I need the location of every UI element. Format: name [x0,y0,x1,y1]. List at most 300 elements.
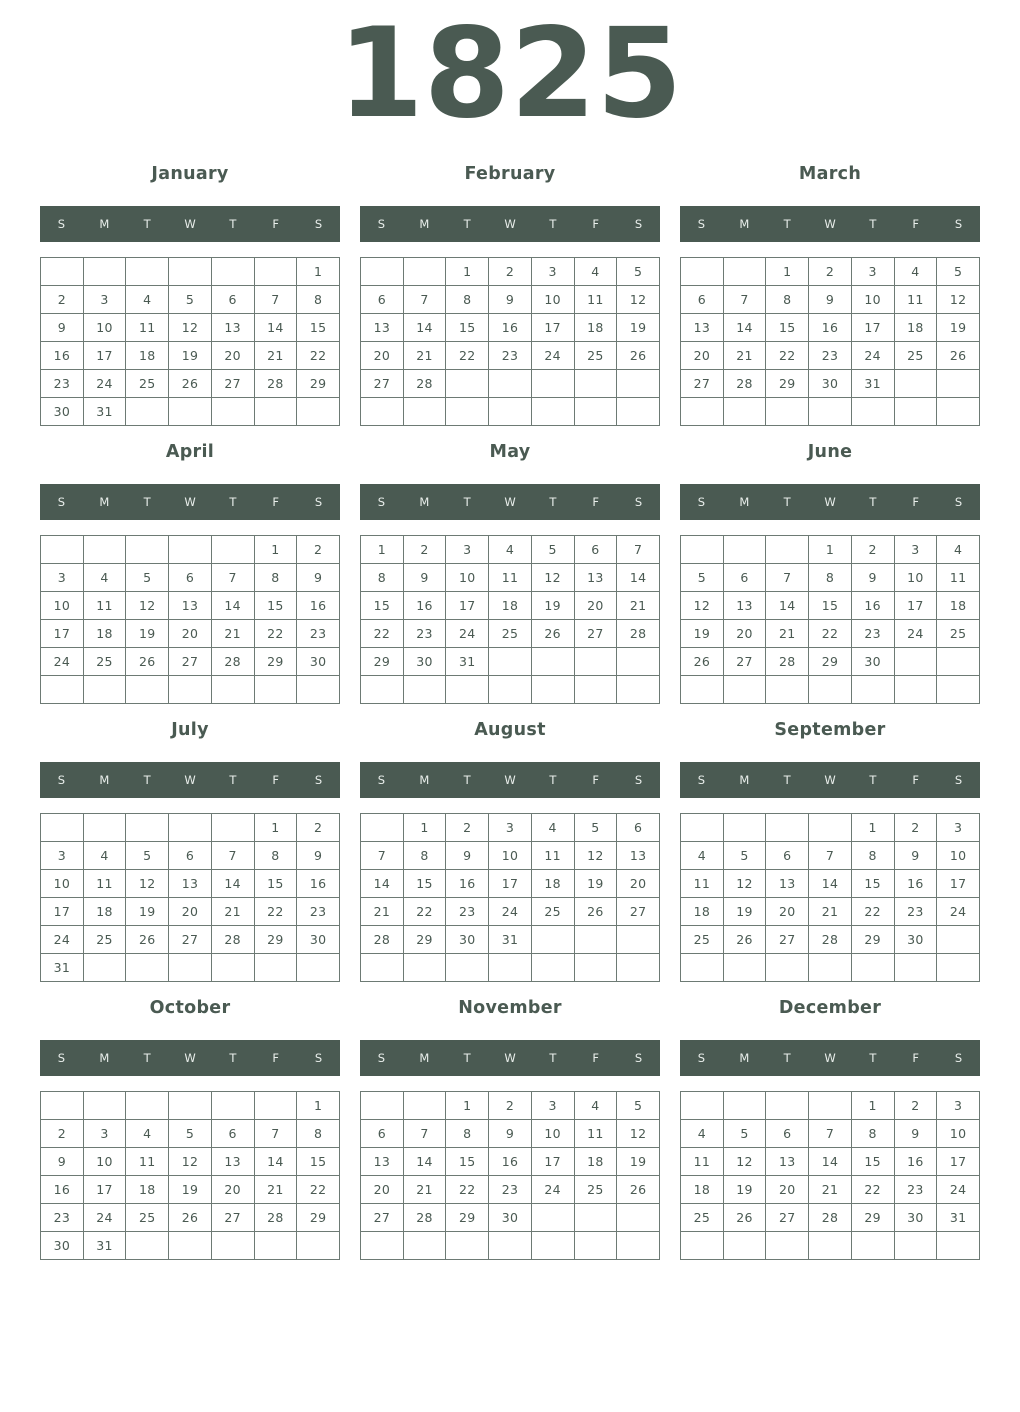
day-cell: 31 [83,398,126,426]
day-cell: 4 [83,842,126,870]
day-cell: 29 [254,648,297,676]
day-cell: 4 [83,564,126,592]
day-cell: 9 [446,842,489,870]
weekday-label: T [463,217,471,231]
day-cell: 10 [937,1120,980,1148]
day-cell: 23 [489,342,532,370]
day-cell: 18 [681,898,724,926]
empty-cell [681,536,724,564]
day-cell: 1 [851,1092,894,1120]
empty-cell [617,648,660,676]
week-row [681,1176,980,1204]
weekday-label: S [697,773,706,787]
day-cell: 13 [723,592,766,620]
month-september [680,716,980,992]
empty-cell [446,370,489,398]
week-row [361,1120,660,1148]
month-title: August [474,720,546,740]
day-cell: 23 [297,898,340,926]
day-cell: 6 [361,286,404,314]
day-cell: 18 [574,314,617,342]
day-cell: 3 [937,814,980,842]
day-cell: 16 [297,592,340,620]
day-cell: 6 [723,564,766,592]
empty-cell [894,398,937,426]
weekday-label: T [783,495,791,509]
day-cell: 6 [211,286,254,314]
week-row [41,1148,340,1176]
day-cell: 22 [851,898,894,926]
day-cell: 15 [361,592,404,620]
week-row [41,814,340,842]
day-cell: 31 [851,370,894,398]
day-cell: 23 [41,370,84,398]
empty-cell [894,676,937,704]
day-cell: 31 [446,648,489,676]
empty-cell [937,648,980,676]
day-cell: 21 [403,1176,446,1204]
day-cell: 11 [574,1120,617,1148]
day-cell: 5 [723,1120,766,1148]
day-cell: 7 [403,1120,446,1148]
day-cell: 9 [894,842,937,870]
day-cell: 10 [41,870,84,898]
day-cell: 12 [723,870,766,898]
week-row [361,314,660,342]
empty-cell [297,1232,340,1260]
empty-cell [126,258,169,286]
day-cell: 6 [169,564,212,592]
month-march [680,160,980,436]
weekday-label: M [739,495,750,509]
day-cell: 4 [937,536,980,564]
empty-cell [617,954,660,982]
day-cell: 11 [894,286,937,314]
week-row [361,898,660,926]
weekday-label: W [184,773,196,787]
day-grid [360,535,660,704]
empty-cell [809,398,852,426]
day-cell: 22 [809,620,852,648]
empty-cell [403,1092,446,1120]
day-cell: 7 [211,564,254,592]
week-row [41,842,340,870]
empty-cell [361,1232,404,1260]
month-title: April [165,442,215,462]
empty-cell [681,676,724,704]
week-row [41,286,340,314]
day-cell: 27 [211,1204,254,1232]
weekday-label: T [143,495,151,509]
day-cell: 4 [894,258,937,286]
month-june [680,438,980,714]
day-cell: 15 [297,1148,340,1176]
empty-cell [83,676,126,704]
day-cell: 9 [297,564,340,592]
day-cell: 23 [41,1204,84,1232]
empty-cell [361,258,404,286]
empty-cell [531,370,574,398]
weekday-label: M [99,773,110,787]
day-cell: 4 [681,842,724,870]
weekday-label: T [869,773,877,787]
week-row [681,1092,980,1120]
day-cell: 9 [809,286,852,314]
day-cell: 1 [297,258,340,286]
weekday-label: W [504,495,516,509]
day-cell: 5 [617,258,660,286]
day-cell: 20 [211,1176,254,1204]
day-cell: 12 [937,286,980,314]
weekday-label: T [463,1051,471,1065]
day-cell: 1 [254,536,297,564]
day-cell: 26 [723,926,766,954]
day-cell: 29 [403,926,446,954]
day-cell: 19 [574,870,617,898]
week-row [41,1120,340,1148]
day-cell: 9 [41,314,84,342]
week-row [361,286,660,314]
week-row [361,1148,660,1176]
day-cell: 23 [489,1176,532,1204]
day-cell: 21 [211,898,254,926]
day-cell: 15 [403,870,446,898]
day-cell: 16 [297,870,340,898]
week-row [681,592,980,620]
day-cell: 3 [851,258,894,286]
day-cell: 8 [403,842,446,870]
empty-cell [169,954,212,982]
day-cell: 5 [169,286,212,314]
weekday-label: S [634,1051,643,1065]
day-cell: 17 [531,1148,574,1176]
day-cell: 21 [723,342,766,370]
empty-cell [254,954,297,982]
day-cell: 15 [254,592,297,620]
week-row [361,1204,660,1232]
day-cell: 11 [489,564,532,592]
week-row [361,342,660,370]
empty-cell [531,648,574,676]
day-cell: 26 [937,342,980,370]
week-row [681,1148,980,1176]
day-cell: 30 [297,926,340,954]
empty-cell [211,676,254,704]
day-cell: 8 [766,286,809,314]
empty-cell [851,1232,894,1260]
empty-cell [361,954,404,982]
empty-cell [681,1092,724,1120]
week-row [41,898,340,926]
day-cell: 1 [851,814,894,842]
day-cell: 18 [531,870,574,898]
day-cell: 29 [446,1204,489,1232]
empty-cell [211,1232,254,1260]
weekday-label: T [869,495,877,509]
day-cell: 8 [446,286,489,314]
day-cell: 8 [297,286,340,314]
weekday-label: S [57,1051,66,1065]
week-row [41,398,340,426]
empty-cell [766,1232,809,1260]
day-cell: 22 [297,342,340,370]
empty-cell [617,398,660,426]
day-cell: 20 [574,592,617,620]
day-cell: 18 [574,1148,617,1176]
day-cell: 19 [937,314,980,342]
empty-cell [723,954,766,982]
week-row [681,676,980,704]
month-january [40,160,340,436]
day-cell: 2 [894,1092,937,1120]
weekday-label: T [549,773,557,787]
week-row [41,370,340,398]
empty-cell [681,258,724,286]
weekday-label: F [912,773,920,787]
weekday-label: T [143,217,151,231]
empty-cell [681,954,724,982]
day-cell: 27 [574,620,617,648]
day-cell: 10 [531,286,574,314]
day-cell: 13 [169,870,212,898]
empty-cell [254,1232,297,1260]
empty-cell [361,1092,404,1120]
empty-cell [126,814,169,842]
empty-cell [809,676,852,704]
week-row [681,258,980,286]
day-cell: 22 [446,342,489,370]
month-title: June [807,442,853,462]
day-cell: 21 [617,592,660,620]
empty-cell [617,1232,660,1260]
day-cell: 30 [851,648,894,676]
day-cell: 14 [254,314,297,342]
week-row [681,954,980,982]
day-cell: 16 [446,870,489,898]
day-cell: 25 [126,370,169,398]
day-cell: 16 [403,592,446,620]
day-cell: 30 [297,648,340,676]
day-cell: 14 [361,870,404,898]
day-cell: 27 [766,1204,809,1232]
day-cell: 21 [254,1176,297,1204]
month-title: October [149,998,231,1018]
month-title: November [458,998,562,1018]
day-cell: 6 [361,1120,404,1148]
empty-cell [254,676,297,704]
month-title: March [798,164,862,184]
day-cell: 24 [851,342,894,370]
day-cell: 25 [574,1176,617,1204]
weekday-label: S [634,773,643,787]
empty-cell [403,258,446,286]
day-cell: 2 [446,814,489,842]
weekday-header [40,484,340,520]
day-cell: 28 [723,370,766,398]
day-cell: 9 [297,842,340,870]
day-cell: 5 [126,564,169,592]
week-row [41,258,340,286]
day-cell: 20 [211,342,254,370]
day-cell: 17 [531,314,574,342]
week-row [681,564,980,592]
day-cell: 26 [574,898,617,926]
day-cell: 25 [937,620,980,648]
day-cell: 13 [211,1148,254,1176]
weekday-label: S [697,217,706,231]
empty-cell [723,258,766,286]
day-cell: 31 [83,1232,126,1260]
weekday-label: S [314,773,323,787]
day-cell: 16 [41,1176,84,1204]
day-cell: 27 [169,926,212,954]
empty-cell [766,398,809,426]
empty-cell [531,398,574,426]
empty-cell [41,536,84,564]
day-cell: 17 [83,1176,126,1204]
day-cell: 21 [403,342,446,370]
day-cell: 9 [894,1120,937,1148]
day-grid [360,813,660,982]
weekday-header [360,206,660,242]
weekday-header [40,206,340,242]
day-cell: 28 [403,370,446,398]
day-cell: 19 [681,620,724,648]
day-cell: 14 [617,564,660,592]
day-cell: 30 [809,370,852,398]
month-title: September [774,720,886,740]
empty-cell [574,648,617,676]
day-cell: 31 [937,1204,980,1232]
week-row [361,1176,660,1204]
empty-cell [617,1204,660,1232]
weekday-label: F [912,495,920,509]
day-cell: 15 [766,314,809,342]
weekday-label: S [954,495,963,509]
week-row [361,842,660,870]
weekday-label: T [143,773,151,787]
weekday-label: S [57,217,66,231]
week-row [361,676,660,704]
empty-cell [574,1204,617,1232]
day-cell: 28 [766,648,809,676]
day-cell: 5 [723,842,766,870]
empty-cell [617,370,660,398]
empty-cell [254,258,297,286]
day-cell: 26 [126,926,169,954]
day-cell: 4 [574,1092,617,1120]
day-cell: 12 [169,1148,212,1176]
empty-cell [169,676,212,704]
week-row [361,536,660,564]
weekday-label: F [912,1051,920,1065]
day-cell: 6 [211,1120,254,1148]
day-cell: 22 [403,898,446,926]
week-row [361,648,660,676]
day-cell: 11 [531,842,574,870]
day-cell: 12 [617,1120,660,1148]
empty-cell [851,398,894,426]
empty-cell [489,1232,532,1260]
day-cell: 14 [211,592,254,620]
day-cell: 25 [574,342,617,370]
weekday-header [680,206,980,242]
day-cell: 3 [531,1092,574,1120]
day-cell: 27 [723,648,766,676]
day-cell: 16 [489,1148,532,1176]
empty-cell [766,676,809,704]
week-row [361,620,660,648]
day-cell: 11 [126,314,169,342]
day-cell: 22 [766,342,809,370]
day-cell: 27 [766,926,809,954]
day-cell: 21 [254,342,297,370]
empty-cell [574,370,617,398]
empty-cell [169,536,212,564]
week-row [41,1092,340,1120]
empty-cell [297,398,340,426]
week-row [361,370,660,398]
day-cell: 13 [766,1148,809,1176]
day-cell: 18 [126,1176,169,1204]
empty-cell [254,398,297,426]
day-cell: 14 [403,1148,446,1176]
day-cell: 17 [489,870,532,898]
week-row [681,1204,980,1232]
day-cell: 25 [489,620,532,648]
weekday-label: M [739,773,750,787]
day-cell: 22 [361,620,404,648]
empty-cell [723,814,766,842]
weekday-label: T [869,1051,877,1065]
weekday-label: M [99,495,110,509]
month-title: February [464,164,556,184]
weekday-label: S [314,217,323,231]
weekday-label: S [57,773,66,787]
day-cell: 11 [681,870,724,898]
day-cell: 3 [894,536,937,564]
day-grid [680,813,980,982]
day-cell: 23 [894,1176,937,1204]
day-cell: 18 [126,342,169,370]
empty-cell [766,1092,809,1120]
day-cell: 19 [617,314,660,342]
week-row [681,342,980,370]
weekday-label: M [419,495,430,509]
day-cell: 11 [681,1148,724,1176]
day-cell: 19 [126,898,169,926]
day-cell: 19 [126,620,169,648]
weekday-label: S [377,773,386,787]
empty-cell [489,676,532,704]
day-cell: 7 [809,1120,852,1148]
day-cell: 9 [41,1148,84,1176]
day-cell: 7 [361,842,404,870]
day-cell: 19 [531,592,574,620]
day-cell: 22 [446,1176,489,1204]
day-cell: 25 [681,1204,724,1232]
empty-cell [851,954,894,982]
day-cell: 26 [681,648,724,676]
day-cell: 8 [851,1120,894,1148]
weekday-label: S [954,1051,963,1065]
day-cell: 12 [169,314,212,342]
day-cell: 10 [489,842,532,870]
day-cell: 2 [809,258,852,286]
weekday-label: S [314,1051,323,1065]
empty-cell [489,954,532,982]
day-cell: 26 [169,1204,212,1232]
